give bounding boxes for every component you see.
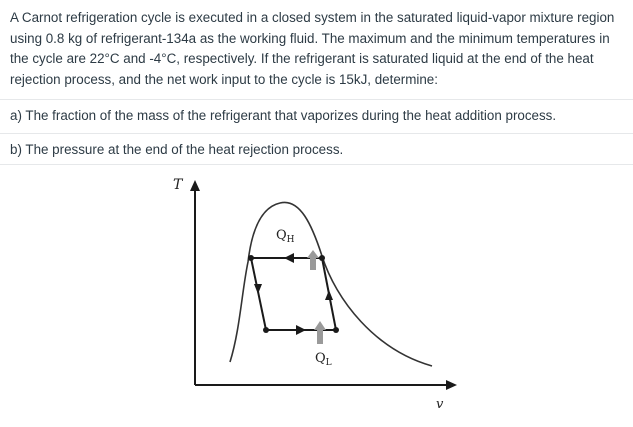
heat-out-arrow-icon [314,321,326,344]
x-axis-arrow-icon [446,380,457,390]
heat-absorbed-label: $Q_L$ [315,351,332,368]
y-axis-arrow-icon [190,180,200,191]
state-point [263,327,269,333]
x-axis-label: v [436,397,444,412]
y-axis-label: T [173,177,183,193]
question-part-a: a) The fraction of the mass of the refrigerant that vaporizes during the heat addition process. [10,108,557,123]
heat-in-arrow-icon [307,250,319,270]
problem-statement: A Carnot refrigeration cycle is executed in a closed system in the saturated liquid-vapor mixture region using 0.8 kg of refrigerant-134a as the working fluid. The maximum and the minimum temperatures in the cycle are 22°C and -4°C, respectively. If the refrigerant is saturated liquid at the end of the heat rejection process, and the net work input to the cycle is 15kJ, determine: [10,10,615,87]
arrow-down-icon [254,284,262,294]
state-point [333,327,339,333]
heat-rejected-label: $Q_H$ [276,228,295,245]
question-part-b: b) The pressure at the end of the heat rejection process. [10,142,344,157]
arrow-up-icon [325,290,333,300]
arrow-right-icon [296,325,306,335]
arrow-left-icon [284,253,294,263]
isentropic-expansion-line [251,258,266,330]
state-point [248,255,254,261]
state-point [319,255,325,261]
